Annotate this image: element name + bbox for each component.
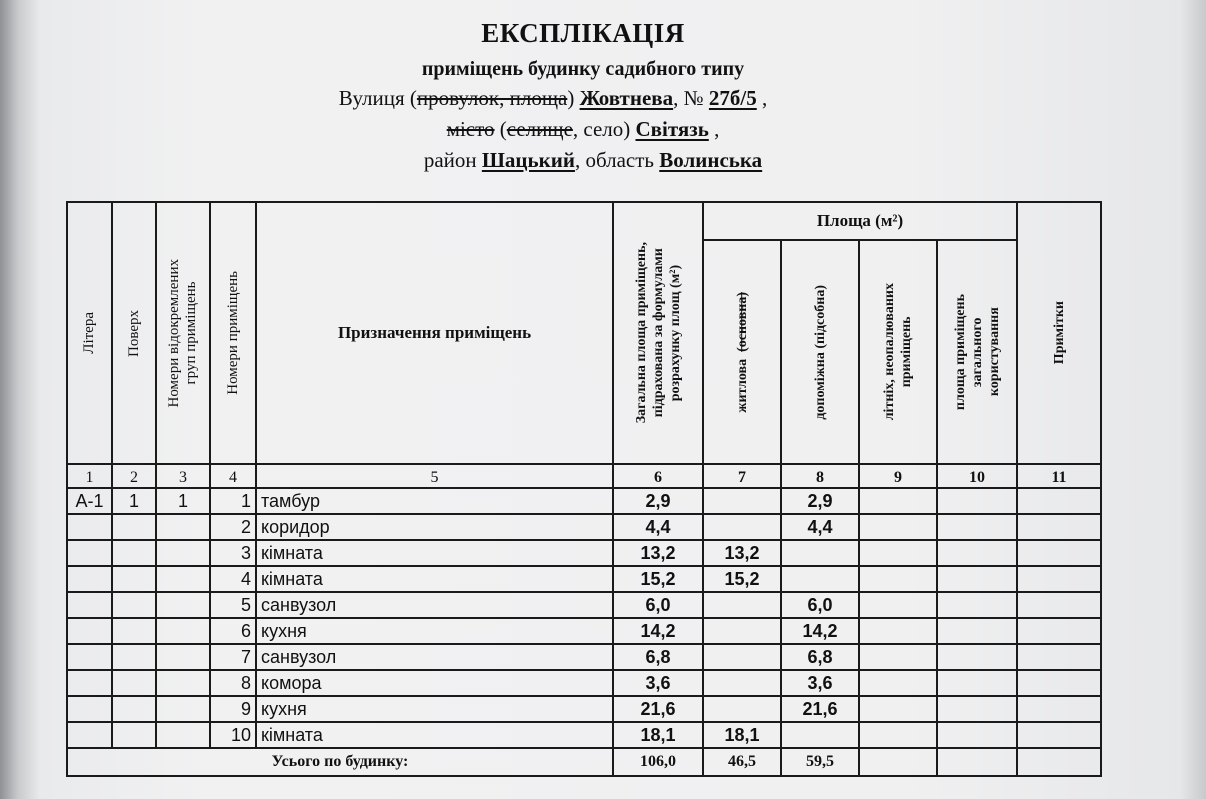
cell-aux-area	[781, 722, 859, 748]
cell-purpose: коридор	[256, 514, 613, 540]
cell-group	[156, 540, 210, 566]
table-row	[67, 488, 1101, 514]
cell-summer-area	[859, 488, 937, 514]
cell-litera	[67, 670, 112, 696]
cell-total-area: 6,0	[613, 592, 703, 618]
cell-living-area	[703, 644, 781, 670]
cell-floor	[112, 670, 156, 696]
cell-group	[156, 670, 210, 696]
cell-common-area	[937, 488, 1017, 514]
cell-aux-area: 6,8	[781, 644, 859, 670]
cell-notes	[1017, 540, 1101, 566]
header-auxiliary: допоміжна (підсобна)	[781, 240, 859, 464]
col-number: 4	[210, 464, 256, 488]
col-number: 3	[156, 464, 210, 488]
cell-common-area	[937, 696, 1017, 722]
cell-room: 8	[210, 670, 256, 696]
aux-area-sum: 59,5	[781, 748, 859, 776]
cell-floor	[112, 722, 156, 748]
cell-total-area: 15,2	[613, 566, 703, 592]
cell-group	[156, 696, 210, 722]
cell-floor	[112, 540, 156, 566]
cell-living-area	[703, 670, 781, 696]
cell-summer-area	[859, 722, 937, 748]
header-purpose: Призначення приміщень	[256, 202, 613, 464]
cell-living-area: 13,2	[703, 540, 781, 566]
cell-purpose: комора	[256, 670, 613, 696]
cell-aux-area: 21,6	[781, 696, 859, 722]
cell-notes	[1017, 696, 1101, 722]
cell-common-area	[937, 644, 1017, 670]
table-row	[67, 722, 1101, 748]
col-number: 1	[67, 464, 112, 488]
table-row	[67, 514, 1101, 540]
cell-notes	[1017, 722, 1101, 748]
cell-room: 5	[210, 592, 256, 618]
oblast-name: Волинська	[659, 148, 763, 172]
cell-notes	[1017, 514, 1101, 540]
cell-group	[156, 644, 210, 670]
table-row	[67, 540, 1101, 566]
cell-litera	[67, 540, 112, 566]
cell-purpose: санвузол	[256, 592, 613, 618]
header-summer: літніх, неопалюваних приміщень	[859, 240, 937, 464]
cell-litera	[67, 592, 112, 618]
table-row	[67, 644, 1101, 670]
document-subtitle: приміщень будинку садибного типу	[421, 58, 745, 80]
cell-living-area	[703, 488, 781, 514]
house-number: 27б/5	[708, 86, 757, 110]
header-floor: Поверх	[112, 202, 156, 464]
cell-group: 1	[156, 488, 210, 514]
village-name: Світязь	[635, 117, 709, 141]
cell-common-area	[937, 540, 1017, 566]
cell-summer-area	[859, 670, 937, 696]
cell-summer-area	[859, 644, 937, 670]
cell-summer-area	[859, 696, 937, 722]
cell-aux-area: 3,6	[781, 670, 859, 696]
cell-total-area: 18,1	[613, 722, 703, 748]
cell-total-area: 21,6	[613, 696, 703, 722]
cell-room: 9	[210, 696, 256, 722]
cell-aux-area: 2,9	[781, 488, 859, 514]
cell-common-area	[937, 722, 1017, 748]
col-number: 2	[112, 464, 156, 488]
total-area-sum: 106,0	[613, 748, 703, 776]
cell-litera	[67, 644, 112, 670]
header-rooms: Номери приміщень	[210, 202, 256, 464]
street-line: Вулиця (провулок, площа) Жовтнева, № 27б/5 ,	[338, 86, 768, 110]
col-number: 7	[703, 464, 781, 488]
cell-aux-area: 4,4	[781, 514, 859, 540]
cell-purpose: кімната	[256, 722, 613, 748]
cell-room: 1	[210, 488, 256, 514]
cell-living-area	[703, 696, 781, 722]
table-row	[67, 618, 1101, 644]
cell-notes	[1017, 670, 1101, 696]
col-number: 11	[1017, 464, 1101, 488]
col-number: 9	[859, 464, 937, 488]
cell-floor	[112, 618, 156, 644]
cell-total-area: 14,2	[613, 618, 703, 644]
cell-floor	[112, 696, 156, 722]
cell-living-area	[703, 514, 781, 540]
table-row	[67, 566, 1101, 592]
total-row	[67, 748, 1101, 776]
cell-aux-area: 14,2	[781, 618, 859, 644]
table-row	[67, 592, 1101, 618]
cell-common-area	[937, 670, 1017, 696]
region-name: Шацький	[481, 148, 575, 172]
cell-aux-area	[781, 566, 859, 592]
header-total-area: Загальна площа приміщень, підрахована за формулами розрахунку площ (м²)	[613, 202, 703, 464]
cell-purpose: кімната	[256, 540, 613, 566]
cell-aux-area: 6,0	[781, 592, 859, 618]
cell-total-area: 3,6	[613, 670, 703, 696]
cell-aux-area	[781, 540, 859, 566]
cell-summer-area	[859, 618, 937, 644]
cell-room: 3	[210, 540, 256, 566]
document-title: ЕКСПЛІКАЦІЯ	[481, 18, 685, 48]
cell-notes	[1017, 592, 1101, 618]
city-open: (	[499, 117, 507, 141]
cell-total-area: 4,4	[613, 514, 703, 540]
cell-total-area: 13,2	[613, 540, 703, 566]
cell-summer-area	[859, 566, 937, 592]
header-common: площа приміщень загального користування	[937, 240, 1017, 464]
cell-summer-area	[859, 540, 937, 566]
street-close: )	[567, 86, 575, 110]
cell-floor	[112, 592, 156, 618]
notes-total	[1017, 748, 1101, 776]
cell-total-area: 2,9	[613, 488, 703, 514]
header-area-group: Площа (м²)	[703, 202, 1017, 240]
cell-room: 7	[210, 644, 256, 670]
table-row	[67, 696, 1101, 722]
cell-notes	[1017, 644, 1101, 670]
cell-floor: 1	[112, 488, 156, 514]
street-prefix: Вулиця (	[338, 86, 417, 110]
cell-common-area	[937, 592, 1017, 618]
cell-group	[156, 592, 210, 618]
cell-total-area: 6,8	[613, 644, 703, 670]
living-area-sum: 46,5	[703, 748, 781, 776]
region-line	[0, 148, 1196, 173]
table-row	[67, 670, 1101, 696]
cell-living-area	[703, 618, 781, 644]
cell-floor	[112, 514, 156, 540]
cell-room: 10	[210, 722, 256, 748]
settlement-struck: селище	[506, 117, 573, 141]
explication-table	[66, 201, 1102, 777]
oblast-label: , область	[574, 148, 654, 172]
street-struck-options: провулок, площа	[416, 86, 568, 110]
number-label: , №	[673, 86, 704, 110]
cell-purpose: кухня	[256, 696, 613, 722]
cell-living-area: 18,1	[703, 722, 781, 748]
cell-litera	[67, 514, 112, 540]
cell-group	[156, 722, 210, 748]
col-number: 8	[781, 464, 859, 488]
cell-notes	[1017, 566, 1101, 592]
header-groups: Номери відокремлених груп приміщень	[156, 202, 210, 464]
col-number: 10	[937, 464, 1017, 488]
cell-purpose: кухня	[256, 618, 613, 644]
cell-room: 4	[210, 566, 256, 592]
total-label: Усього по будинку:	[67, 748, 613, 776]
cell-living-area	[703, 592, 781, 618]
cell-room: 2	[210, 514, 256, 540]
cell-purpose: кімната	[256, 566, 613, 592]
header-living: житлова (основна)	[703, 240, 781, 464]
village-label: , село)	[572, 117, 631, 141]
cell-litera	[67, 696, 112, 722]
cell-litera	[67, 618, 112, 644]
cell-group	[156, 618, 210, 644]
region-label: район	[423, 148, 477, 172]
summer-area-sum	[859, 748, 937, 776]
cell-summer-area	[859, 592, 937, 618]
header-notes: Примітки	[1017, 202, 1101, 464]
cell-common-area	[937, 618, 1017, 644]
cell-summer-area	[859, 514, 937, 540]
cell-common-area	[937, 514, 1017, 540]
cell-group	[156, 514, 210, 540]
city-struck: місто	[446, 117, 495, 141]
header-litera: Літера	[67, 202, 112, 464]
settlement-line: місто (селище, село) Світязь ,	[446, 117, 720, 141]
street-name: Жовтнева	[579, 86, 674, 110]
cell-notes	[1017, 488, 1101, 514]
cell-litera	[67, 566, 112, 592]
cell-group	[156, 566, 210, 592]
cell-common-area	[937, 566, 1017, 592]
col-number: 5	[256, 464, 613, 488]
cell-notes	[1017, 618, 1101, 644]
cell-litera	[67, 722, 112, 748]
cell-floor	[112, 644, 156, 670]
col-number: 6	[613, 464, 703, 488]
cell-floor	[112, 566, 156, 592]
cell-litera: А-1	[67, 488, 112, 514]
cell-room: 6	[210, 618, 256, 644]
cell-purpose: санвузол	[256, 644, 613, 670]
cell-purpose: тамбур	[256, 488, 613, 514]
cell-living-area: 15,2	[703, 566, 781, 592]
common-area-sum	[937, 748, 1017, 776]
